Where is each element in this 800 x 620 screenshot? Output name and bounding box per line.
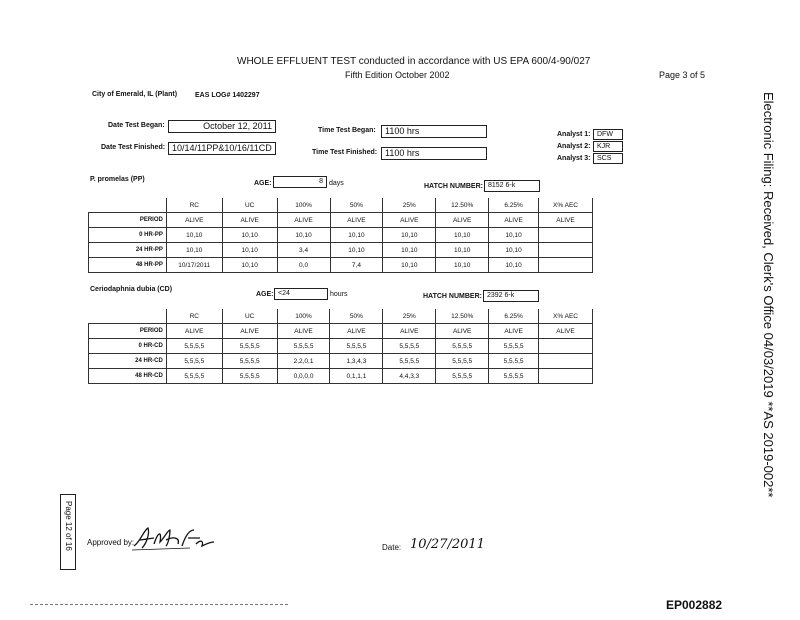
table-cell [539,228,593,243]
approved-label: Approved by: [87,538,135,547]
table-cell: ALIVE [436,213,489,228]
table-cell: 0,1,1,1 [330,369,383,384]
table-cell: 5,5,5,5 [277,339,330,354]
table-cell: 7,4 [330,258,383,273]
pp-age-field[interactable]: 8 [273,176,327,188]
time-finished-field[interactable]: 1100 hrs [381,147,487,160]
table-cell: ALIVE [330,324,383,339]
table-cell: 5,5,5,5 [166,339,222,354]
pp-col-header: UC [222,198,277,213]
table-cell: 5,5,5,5 [489,354,539,369]
analyst-3-field[interactable]: SCS [593,153,623,164]
table-cell: 10,10 [383,243,436,258]
table-row [89,339,593,354]
pp-col-header: 50% [330,198,383,213]
pp-age-unit: days [329,180,344,187]
table-cell: 10,10 [489,258,539,273]
analyst-2-field[interactable]: KJR [593,141,623,152]
row-label: 0 HR-CD [89,339,167,354]
table-cell: 5,5,5,5 [436,354,489,369]
row-label: 48 HR-PP [89,258,167,273]
table-cell: 10,10 [330,243,383,258]
cd-col-header: 50% [330,309,383,324]
table-cell [539,258,593,273]
table-cell: ALIVE [383,213,436,228]
cd-hatch-field[interactable]: 2392 6-k [483,290,539,302]
date-began-field[interactable]: October 12, 2011 [168,120,276,133]
pp-header-row [89,198,593,213]
table-cell: 10,10 [166,243,222,258]
table-cell: 5,5,5,5 [383,339,436,354]
table-cell: 4,4,3,3 [383,369,436,384]
row-label: 48 HR-CD [89,369,167,384]
analyst-1-label: Analyst 1: [557,131,591,138]
title-line-1: WHOLE EFFLUENT TEST conducted in accordance with US EPA 600/4-90/027 [237,56,591,67]
table-cell: 5,5,5,5 [383,354,436,369]
table-cell: 5,5,5,5 [489,339,539,354]
table-cell: 10,10 [436,243,489,258]
cd-col-header: RC [166,309,222,324]
table-cell [539,369,593,384]
analyst-3-label: Analyst 3: [557,155,591,162]
cd-age-field[interactable]: <24 [274,288,328,300]
cd-header-row [89,309,593,324]
date-began-label: Date Test Began: [108,122,165,129]
analyst-1-field[interactable]: DFW [593,129,623,140]
row-label: 24 HR-CD [89,354,167,369]
table-cell: ALIVE [539,213,593,228]
signature [130,524,222,552]
table-cell: 5,5,5,5 [436,339,489,354]
pp-col-header: X% AEC [539,198,593,213]
pp-results-table [88,198,593,273]
date-finished-field[interactable]: 10/14/11PP&10/16/11CD [168,142,276,155]
table-cell: 5,5,5,5 [436,369,489,384]
date-finished-label: Date Test Finished: [101,144,166,151]
table-row [89,369,593,384]
table-row [89,243,593,258]
table-cell: 10/17/2011 [166,258,222,273]
pp-col-header: 12.50% [436,198,489,213]
table-cell: ALIVE [277,324,330,339]
analyst-2-label: Analyst 2: [557,143,591,150]
row-label: 24 HR-PP [89,243,167,258]
time-finished-label: Time Test Finished: [312,149,378,156]
table-cell: 10,10 [383,258,436,273]
table-cell: ALIVE [166,324,222,339]
table-cell: ALIVE [489,324,539,339]
table-cell: 5,5,5,5 [166,354,222,369]
table-cell: 10,10 [222,243,277,258]
table-cell: 0,0 [277,258,330,273]
table-cell: 10,10 [489,243,539,258]
pp-age-label: AGE: [254,180,272,187]
table-cell: 3,4 [277,243,330,258]
table-row [89,213,593,228]
document-id: EP002882 [666,598,723,612]
table-cell: 10,10 [436,228,489,243]
cd-col-header: 12.50% [436,309,489,324]
page-stamp-box [60,494,76,570]
table-cell [539,354,593,369]
cd-hatch-label: HATCH NUMBER: [423,293,482,300]
table-cell: 5,5,5,5 [489,369,539,384]
table-cell: 10,10 [436,258,489,273]
table-cell: ALIVE [539,324,593,339]
table-cell: ALIVE [222,324,277,339]
table-row [89,354,593,369]
table-row [89,258,593,273]
cd-col-header: 25% [383,309,436,324]
facility-name: City of Emerald, IL (Plant) [92,91,178,98]
table-cell: 5,5,5,5 [222,369,277,384]
cd-results-table [88,309,593,384]
time-began-field[interactable]: 1100 hrs [381,125,487,138]
table-cell: 5,5,5,5 [222,354,277,369]
table-cell: 10,10 [330,228,383,243]
table-cell: 10,10 [489,228,539,243]
cd-col-header: 100% [277,309,330,324]
table-row [89,228,593,243]
date-handwritten: 10/27/2011 [410,537,485,552]
pp-col-header: 25% [383,198,436,213]
row-label: PERIOD [89,213,167,228]
eas-log: EAS LOG# 1402297 [195,92,260,99]
row-label: PERIOD [89,324,167,339]
page-stamp: Page 12 of 16 [64,501,73,551]
pp-hatch-label: HATCH NUMBER: [424,183,483,190]
table-cell: 10,10 [166,228,222,243]
table-cell: 10,10 [222,228,277,243]
table-cell: 5,5,5,5 [166,369,222,384]
table-cell: 10,10 [222,258,277,273]
cd-col-header: 6.25% [489,309,539,324]
table-cell [539,339,593,354]
cd-species-label: Ceriodaphnia dubia (CD) [90,286,173,293]
cd-age-unit: hours [330,291,348,298]
table-row [89,324,593,339]
cd-col-header: X% AEC [539,309,593,324]
table-cell: 2,2,0,1 [277,354,330,369]
table-cell: ALIVE [277,213,330,228]
electronic-filing-stamp: Electronic Filing: Received, Clerk's Office 04/03/2019 **AS 2019-002** [761,92,776,498]
table-cell: 5,5,5,5 [222,339,277,354]
pp-species-label: P. promelas (PP) [90,176,145,183]
time-began-label: Time Test Began: [318,127,376,134]
table-cell: 5,5,5,5 [330,339,383,354]
row-label: 0 HR-PP [89,228,167,243]
table-cell: 1,3,4,3 [330,354,383,369]
table-cell: 0,0,0,0 [277,369,330,384]
table-cell: ALIVE [489,213,539,228]
pp-col-header: 100% [277,198,330,213]
table-cell: ALIVE [166,213,222,228]
pp-col-header: RC [166,198,222,213]
page-of: Page 3 of 5 [659,70,706,80]
title-line-2: Fifth Edition October 2002 [345,70,450,80]
table-cell: ALIVE [436,324,489,339]
table-cell: ALIVE [330,213,383,228]
table-cell: 10,10 [277,228,330,243]
cd-age-label: AGE: [256,291,274,298]
pp-col-header: 6.25% [489,198,539,213]
table-cell: ALIVE [222,213,277,228]
date-label: Date: [382,543,402,552]
cd-col-header: UC [222,309,277,324]
table-cell: 10,10 [383,228,436,243]
table-cell: ALIVE [383,324,436,339]
table-cell [539,243,593,258]
pp-hatch-field[interactable]: 8152 6-k [484,180,540,192]
bottom-dashed-line [30,604,288,605]
